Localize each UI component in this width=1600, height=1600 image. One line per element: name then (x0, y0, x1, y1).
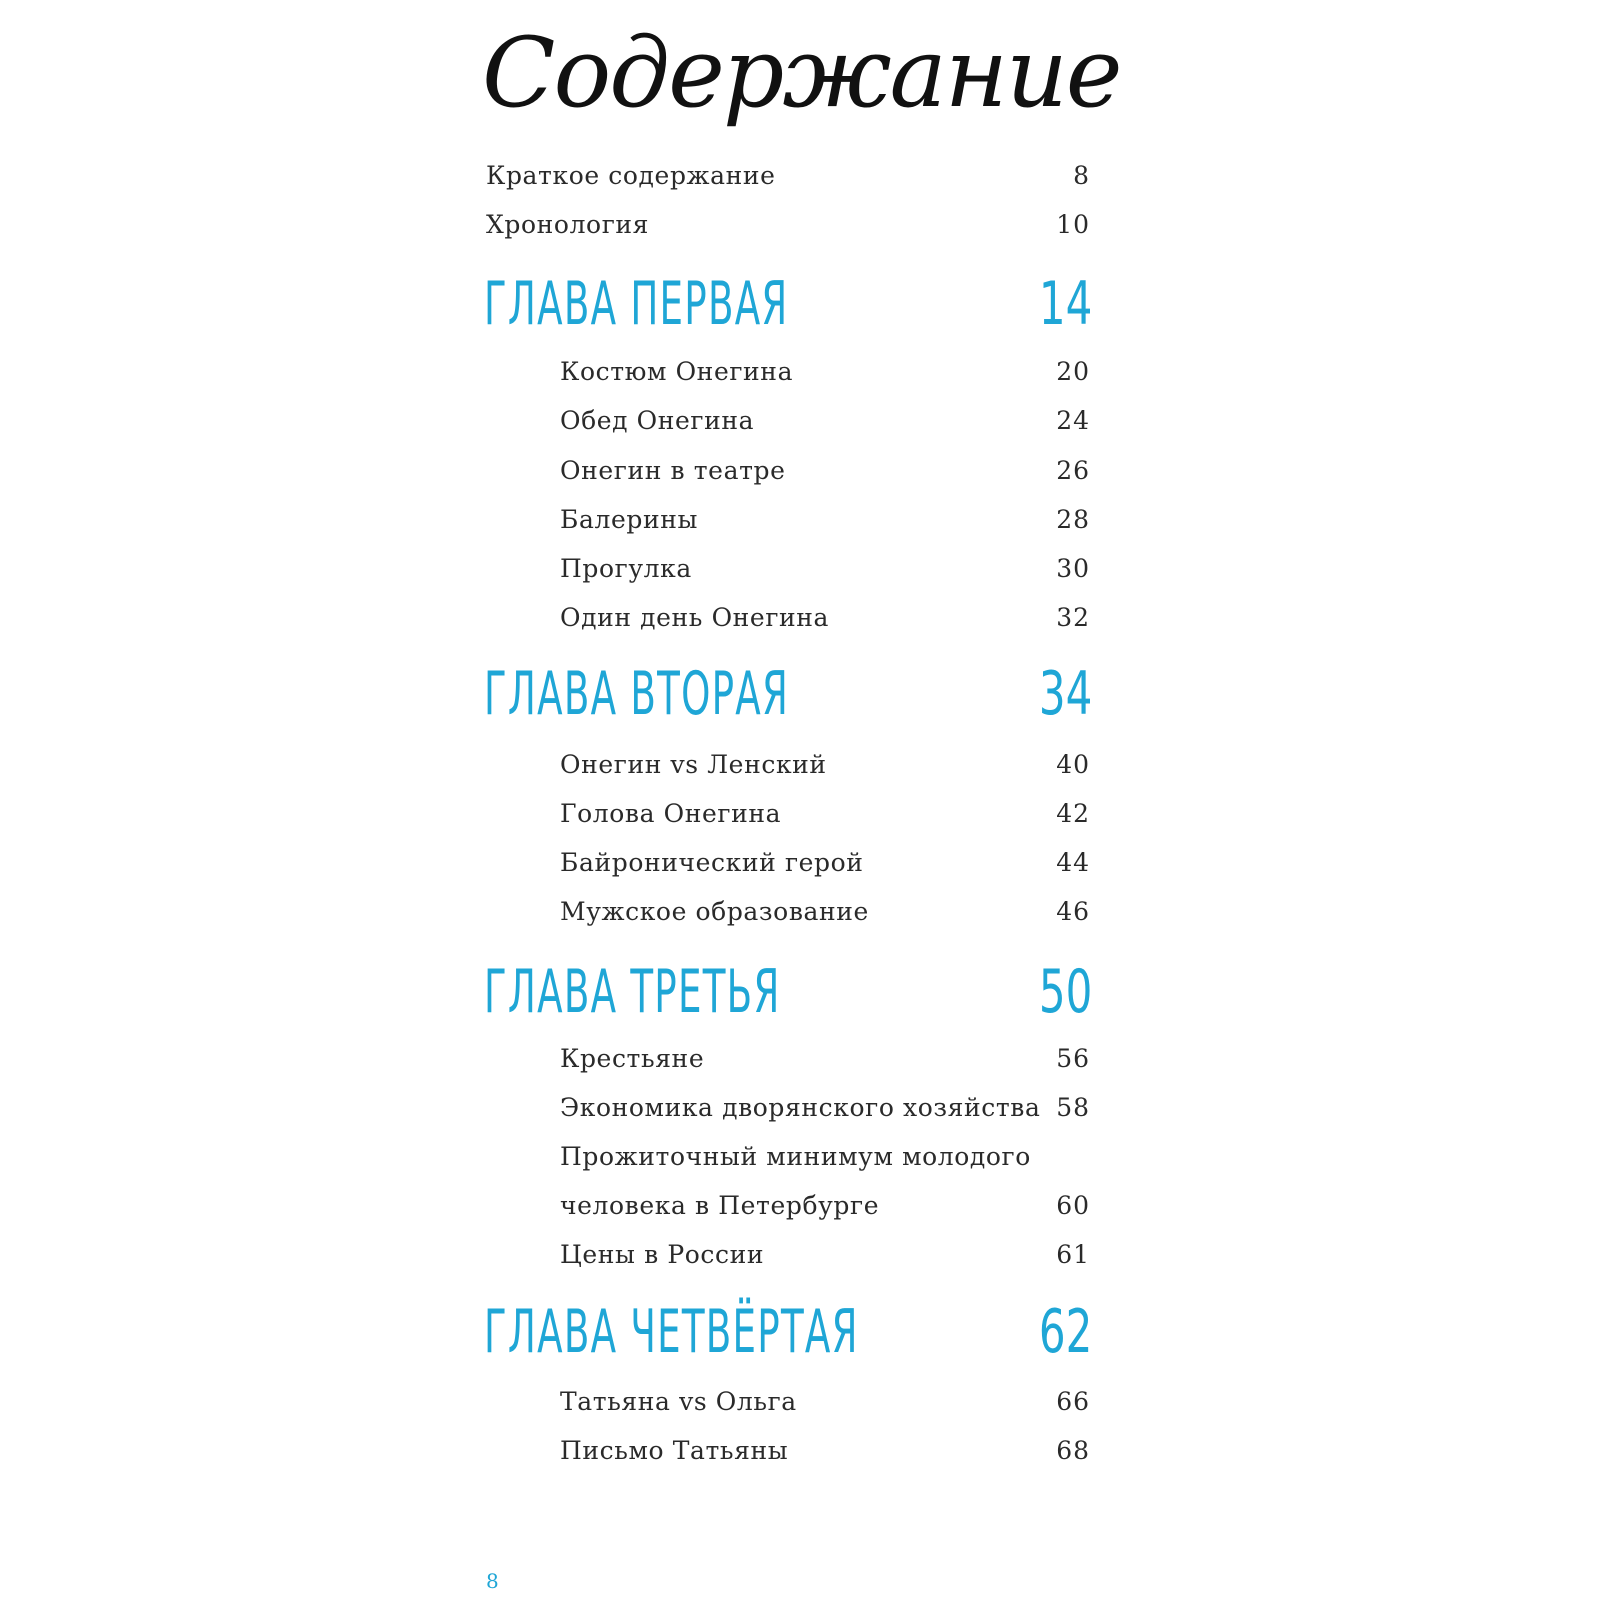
toc-entry-label: Костюм Онегина (560, 357, 794, 386)
toc-entry[interactable] (0, 451, 1600, 491)
chapter-page: 50 (1038, 957, 1092, 1027)
toc-entry[interactable] (0, 1186, 1600, 1226)
toc-entry[interactable] (0, 1235, 1600, 1275)
toc-entry-page: 40 (1056, 750, 1090, 779)
chapter-page: 14 (1038, 269, 1092, 339)
page-number: 8 (486, 1569, 499, 1593)
chapter-title: ГЛАВА ПЕРВАЯ (484, 269, 789, 339)
page-title: Содержание (482, 17, 1121, 129)
toc-entry-page: 8 (1073, 161, 1090, 190)
toc-entry-label: Мужское образование (560, 897, 869, 926)
toc-entry-page: 68 (1056, 1436, 1090, 1465)
toc-entry-label: Прогулка (560, 554, 692, 583)
toc-entry[interactable] (0, 598, 1600, 638)
toc-entry-label: Краткое содержание (486, 161, 776, 190)
chapter-page: 62 (1038, 1297, 1092, 1367)
toc-entry-page: 46 (1056, 897, 1090, 926)
toc-entry-label: Байронический герой (560, 848, 864, 877)
toc-entry-page: 32 (1056, 603, 1090, 632)
toc-entry-page: 20 (1056, 357, 1090, 386)
toc-entry[interactable] (0, 1382, 1600, 1422)
toc-entry-label: Онегин vs Ленский (560, 750, 827, 779)
chapter-title: ГЛАВА ЧЕТВЁРТАЯ (484, 1297, 859, 1367)
toc-entry[interactable] (0, 1039, 1600, 1079)
toc-entry-page: 44 (1056, 848, 1090, 877)
toc-entry-page: 42 (1056, 799, 1090, 828)
toc-entry-label: Цены в России (560, 1240, 765, 1269)
toc-entry-page: 61 (1056, 1240, 1090, 1269)
toc-entry-page: 26 (1056, 456, 1090, 485)
toc-entry[interactable] (0, 500, 1600, 540)
chapter-heading-2[interactable] (0, 658, 1600, 730)
toc-entry-label: Хронология (486, 210, 650, 239)
toc-entry[interactable] (0, 1431, 1600, 1471)
toc-entry-label: Обед Онегина (560, 406, 755, 435)
toc-entry-label: Балерины (560, 505, 698, 534)
chapter-title: ГЛАВА ТРЕТЬЯ (484, 957, 781, 1027)
toc-entry-label: Один день Онегина (560, 603, 830, 632)
toc-entry-label: Экономика дворянского хозяйства (560, 1093, 1041, 1122)
toc-entry[interactable] (0, 401, 1600, 441)
toc-entry-page: 58 (1056, 1093, 1090, 1122)
toc-entry[interactable] (0, 794, 1600, 834)
toc-entry-label: Прожиточный минимум молодого (560, 1142, 1031, 1171)
toc-entry-page: 60 (1056, 1191, 1090, 1220)
toc-entry[interactable] (0, 1088, 1600, 1128)
toc-entry-label: Письмо Татьяны (560, 1436, 789, 1465)
toc-entry-page: 10 (1056, 210, 1090, 239)
chapter-heading-4[interactable] (0, 1296, 1600, 1368)
toc-entry[interactable] (0, 549, 1600, 589)
toc-entry-page: 56 (1056, 1044, 1090, 1073)
toc-entry-label: Татьяна vs Ольга (560, 1387, 797, 1416)
toc-entry-summary[interactable] (0, 156, 1600, 196)
toc-entry-page: 24 (1056, 406, 1090, 435)
toc-entry[interactable] (0, 352, 1600, 392)
chapter-title: ГЛАВА ВТОРАЯ (484, 659, 790, 729)
chapter-page: 34 (1038, 659, 1092, 729)
toc-entry-page: 66 (1056, 1387, 1090, 1416)
toc-entry[interactable] (0, 843, 1600, 883)
chapter-heading-1[interactable] (0, 268, 1600, 340)
toc-entry-label: Голова Онегина (560, 799, 782, 828)
chapter-heading-3[interactable] (0, 956, 1600, 1028)
toc-entry-label: человека в Петербурге (560, 1191, 880, 1220)
toc-entry-page: 30 (1056, 554, 1090, 583)
toc-entry[interactable] (0, 745, 1600, 785)
toc-entry-label: Крестьяне (560, 1044, 705, 1073)
toc-entry-page: 28 (1056, 505, 1090, 534)
toc-entry-chronology[interactable] (0, 205, 1600, 245)
toc-entry[interactable] (0, 892, 1600, 932)
toc-entry-label: Онегин в театре (560, 456, 786, 485)
toc-entry[interactable] (0, 1137, 1600, 1177)
